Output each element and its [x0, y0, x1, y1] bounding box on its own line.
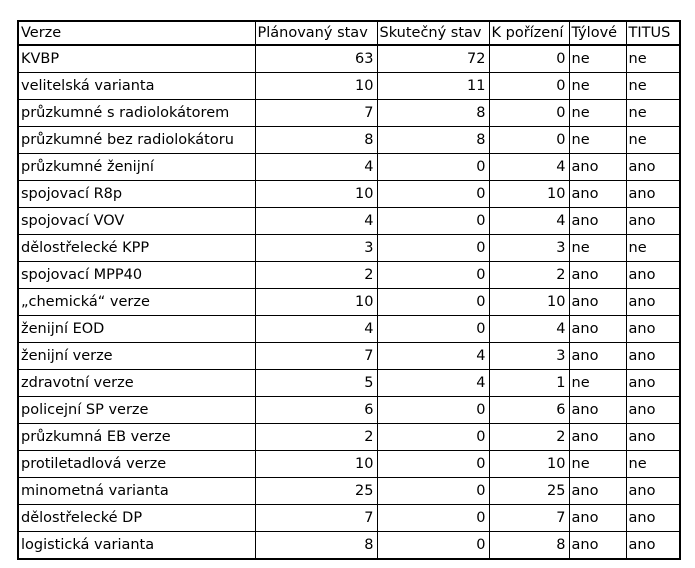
cell-tylove: ano: [569, 505, 626, 532]
table-row: [18, 235, 680, 262]
cell-k-porizeni: 3: [489, 235, 569, 262]
variants-table: [17, 20, 681, 560]
cell-planovany-stav: 2: [255, 424, 377, 451]
cell-skutecny-stav: 0: [377, 208, 489, 235]
cell-skutecny-stav: 8: [377, 127, 489, 154]
cell-verze: KVBP: [18, 45, 255, 73]
header-skutecny-stav: Skutečný stav: [377, 21, 489, 45]
table-row: [18, 181, 680, 208]
cell-titus: ano: [626, 478, 680, 505]
cell-k-porizeni: 4: [489, 154, 569, 181]
cell-titus: ano: [626, 208, 680, 235]
cell-verze: velitelská varianta: [18, 73, 255, 100]
cell-verze: průzkumné bez radiolokátoru: [18, 127, 255, 154]
table-row: [18, 262, 680, 289]
cell-planovany-stav: 10: [255, 73, 377, 100]
cell-verze: spojovací R8p: [18, 181, 255, 208]
cell-k-porizeni: 0: [489, 127, 569, 154]
cell-verze: dělostřelecké KPP: [18, 235, 255, 262]
header-verze: Verze: [18, 21, 255, 45]
cell-planovany-stav: 4: [255, 316, 377, 343]
cell-skutecny-stav: 0: [377, 532, 489, 560]
cell-titus: ano: [626, 532, 680, 560]
cell-planovany-stav: 4: [255, 154, 377, 181]
cell-verze: zdravotní verze: [18, 370, 255, 397]
cell-titus: ne: [626, 451, 680, 478]
cell-skutecny-stav: 0: [377, 505, 489, 532]
table-row: [18, 154, 680, 181]
table-row: [18, 451, 680, 478]
cell-titus: ano: [626, 154, 680, 181]
cell-skutecny-stav: 72: [377, 45, 489, 73]
cell-skutecny-stav: 0: [377, 262, 489, 289]
cell-k-porizeni: 3: [489, 343, 569, 370]
cell-verze: průzkumné s radiolokátorem: [18, 100, 255, 127]
cell-planovany-stav: 7: [255, 100, 377, 127]
table-row: [18, 397, 680, 424]
cell-skutecny-stav: 0: [377, 424, 489, 451]
cell-titus: ano: [626, 181, 680, 208]
table-row: [18, 289, 680, 316]
cell-planovany-stav: 6: [255, 397, 377, 424]
table-row: [18, 100, 680, 127]
table-row: [18, 532, 680, 560]
cell-planovany-stav: 8: [255, 532, 377, 560]
table-row: [18, 73, 680, 100]
cell-k-porizeni: 2: [489, 262, 569, 289]
cell-planovany-stav: 10: [255, 181, 377, 208]
cell-k-porizeni: 2: [489, 424, 569, 451]
cell-planovany-stav: 10: [255, 451, 377, 478]
cell-planovany-stav: 25: [255, 478, 377, 505]
cell-tylove: ne: [569, 370, 626, 397]
cell-tylove: ano: [569, 532, 626, 560]
table-row: [18, 127, 680, 154]
cell-verze: minometná varianta: [18, 478, 255, 505]
cell-titus: ne: [626, 45, 680, 73]
header-row: [18, 21, 680, 45]
cell-planovany-stav: 7: [255, 343, 377, 370]
cell-verze: spojovací VOV: [18, 208, 255, 235]
cell-skutecny-stav: 11: [377, 73, 489, 100]
cell-verze: dělostřelecké DP: [18, 505, 255, 532]
cell-skutecny-stav: 4: [377, 370, 489, 397]
cell-planovany-stav: 4: [255, 208, 377, 235]
cell-planovany-stav: 3: [255, 235, 377, 262]
table-row: [18, 316, 680, 343]
cell-k-porizeni: 10: [489, 289, 569, 316]
cell-tylove: ano: [569, 397, 626, 424]
cell-skutecny-stav: 8: [377, 100, 489, 127]
header-planovany-stav: Plánovaný stav: [255, 21, 377, 45]
cell-tylove: ano: [569, 316, 626, 343]
cell-tylove: ne: [569, 235, 626, 262]
cell-titus: ano: [626, 316, 680, 343]
cell-verze: policejní SP verze: [18, 397, 255, 424]
table-header: [18, 21, 680, 45]
cell-verze: ženijní EOD: [18, 316, 255, 343]
cell-skutecny-stav: 0: [377, 289, 489, 316]
cell-tylove: ano: [569, 181, 626, 208]
table-row: [18, 343, 680, 370]
cell-planovany-stav: 5: [255, 370, 377, 397]
table-body: [18, 45, 680, 559]
cell-tylove: ano: [569, 208, 626, 235]
cell-planovany-stav: 10: [255, 289, 377, 316]
header-titus: TITUS: [626, 21, 680, 45]
cell-tylove: ne: [569, 451, 626, 478]
cell-k-porizeni: 0: [489, 100, 569, 127]
cell-tylove: ne: [569, 100, 626, 127]
cell-skutecny-stav: 0: [377, 316, 489, 343]
table-row: [18, 45, 680, 73]
cell-skutecny-stav: 0: [377, 397, 489, 424]
cell-tylove: ano: [569, 154, 626, 181]
cell-k-porizeni: 10: [489, 181, 569, 208]
cell-planovany-stav: 8: [255, 127, 377, 154]
table-row: [18, 505, 680, 532]
cell-tylove: ano: [569, 478, 626, 505]
table-container: [17, 20, 681, 560]
cell-k-porizeni: 6: [489, 397, 569, 424]
cell-titus: ne: [626, 100, 680, 127]
cell-tylove: ne: [569, 127, 626, 154]
cell-skutecny-stav: 0: [377, 478, 489, 505]
cell-skutecny-stav: 0: [377, 235, 489, 262]
cell-titus: ano: [626, 505, 680, 532]
cell-titus: ano: [626, 262, 680, 289]
cell-tylove: ano: [569, 424, 626, 451]
header-tylove: Týlové: [569, 21, 626, 45]
cell-titus: ne: [626, 73, 680, 100]
table-row: [18, 370, 680, 397]
cell-titus: ne: [626, 235, 680, 262]
cell-k-porizeni: 7: [489, 505, 569, 532]
table-row: [18, 208, 680, 235]
cell-tylove: ne: [569, 73, 626, 100]
cell-k-porizeni: 1: [489, 370, 569, 397]
cell-verze: ženijní verze: [18, 343, 255, 370]
cell-k-porizeni: 0: [489, 73, 569, 100]
cell-titus: ano: [626, 289, 680, 316]
table-row: [18, 424, 680, 451]
cell-planovany-stav: 7: [255, 505, 377, 532]
cell-verze: průzkumné ženijní: [18, 154, 255, 181]
cell-skutecny-stav: 0: [377, 181, 489, 208]
cell-planovany-stav: 2: [255, 262, 377, 289]
cell-titus: ne: [626, 127, 680, 154]
cell-k-porizeni: 4: [489, 316, 569, 343]
cell-verze: protiletadlová verze: [18, 451, 255, 478]
cell-tylove: ano: [569, 262, 626, 289]
cell-k-porizeni: 4: [489, 208, 569, 235]
cell-verze: „chemická“ verze: [18, 289, 255, 316]
cell-k-porizeni: 0: [489, 45, 569, 73]
header-k-porizeni: K pořízení: [489, 21, 569, 45]
cell-skutecny-stav: 0: [377, 451, 489, 478]
cell-skutecny-stav: 4: [377, 343, 489, 370]
cell-k-porizeni: 25: [489, 478, 569, 505]
cell-titus: ano: [626, 370, 680, 397]
cell-k-porizeni: 10: [489, 451, 569, 478]
cell-k-porizeni: 8: [489, 532, 569, 560]
cell-verze: spojovací MPP40: [18, 262, 255, 289]
cell-tylove: ne: [569, 45, 626, 73]
cell-titus: ano: [626, 424, 680, 451]
cell-verze: logistická varianta: [18, 532, 255, 560]
table-row: [18, 478, 680, 505]
cell-planovany-stav: 63: [255, 45, 377, 73]
cell-skutecny-stav: 0: [377, 154, 489, 181]
cell-tylove: ano: [569, 343, 626, 370]
cell-titus: ano: [626, 343, 680, 370]
cell-tylove: ano: [569, 289, 626, 316]
cell-verze: průzkumná EB verze: [18, 424, 255, 451]
cell-titus: ano: [626, 397, 680, 424]
